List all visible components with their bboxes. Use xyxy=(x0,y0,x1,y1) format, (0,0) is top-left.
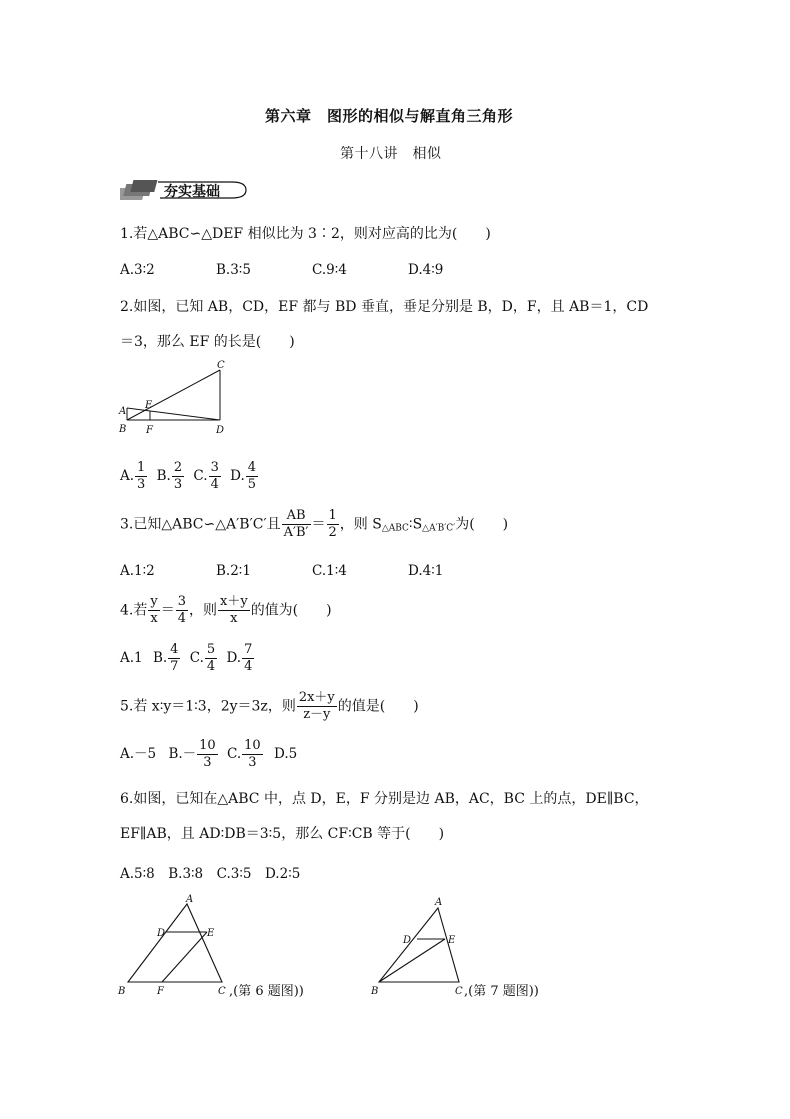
q1-option-b: B.3∶5 xyxy=(216,262,251,278)
label-a: A xyxy=(119,406,127,417)
label-b: B xyxy=(118,986,126,997)
q3-stem: 3.已知△ABC∽△A′B′C′且 $\frac{AB}{A'B'}$ ＝ $\frac{1}{2}$ ，则 $S_{\triangle ABC}∶S_{\triangle A'B'C'}$为( ) xyxy=(120,508,509,540)
label-f: F xyxy=(146,425,153,436)
q3-option-c: C.1∶4 xyxy=(312,563,347,579)
fig6-caption: ,(第 6 题图)) xyxy=(229,984,304,999)
label-e: E xyxy=(145,400,153,411)
q2-option-a: A. $\frac{1}{3}$ xyxy=(120,460,146,492)
line-bc xyxy=(127,370,220,420)
q1-option-d: D.4∶9 xyxy=(408,262,444,278)
q4-option-c: C. $\frac{5}{4}$ xyxy=(189,642,216,674)
q2-option-d: D. $\frac{4}{5}$ xyxy=(230,460,257,492)
label-d: D xyxy=(216,425,225,436)
label-c: C xyxy=(217,360,225,371)
label-c: C xyxy=(218,986,226,997)
q2-figure xyxy=(115,358,235,458)
q2-stem-line1: 2.如图，已知 AB，CD，EF 都与 BD 垂直，垂足分别是 B，D，F，且 AB＝1，CD xyxy=(120,299,649,315)
label-f: F xyxy=(157,986,164,997)
q2-option-c: C. $\frac{3}{4}$ xyxy=(193,460,219,492)
label-e: E xyxy=(448,935,456,946)
q4-option-b: B. $\frac{4}{7}$ xyxy=(152,642,179,674)
q5-option-c: C. $\frac{10}{3}$ xyxy=(227,738,261,770)
q6-stem-line2: EF∥AB，且 AD∶DB＝3∶5，那么 CF∶CB 等于( ) xyxy=(120,826,445,842)
q3-option-a: A.1∶2 xyxy=(120,563,155,579)
q3-option-b: B.2∶1 xyxy=(216,563,251,579)
q1-option-a: A.3∶2 xyxy=(120,262,155,278)
label-e: E xyxy=(207,928,215,939)
line-ad xyxy=(127,408,220,420)
label-d: D xyxy=(403,935,412,946)
q2-options xyxy=(120,460,259,493)
q5-options xyxy=(120,738,297,771)
q4-option-a: A.1 xyxy=(120,650,143,666)
lecture-title: 第十八讲 相似 xyxy=(340,146,442,162)
q5-option-b: B.－ $\frac{10}{3}$ xyxy=(168,738,216,770)
q6-stem-line1: 6.如图，已知在△ABC 中，点 D，E，F 分别是边 AB，AC，BC 上的点，DE∥BC， xyxy=(120,791,649,807)
q4-stem: 4.若 $\frac{y}{x}$ ＝ $\frac{3}{4}$ ，则 $\frac{x+y}{x}$ 的值为( ) xyxy=(120,594,332,626)
label-d: D xyxy=(157,928,166,939)
section-badge-label: 夯实基础 xyxy=(164,184,220,200)
q5-stem: 5.若 x∶y＝1∶3，2y＝3z，则 $\frac{2x+y}{z-y}$ 的值是( ) xyxy=(120,690,419,722)
triangle-abc xyxy=(128,904,222,982)
q2-option-b: B. $\frac{2}{3}$ xyxy=(156,460,183,492)
label-a: A xyxy=(435,897,443,908)
label-a: A xyxy=(186,894,194,905)
label-c: C xyxy=(455,986,463,997)
q6-options: A.5∶8 B.3∶8 C.3∶5 D.2∶5 xyxy=(120,866,301,882)
q1-stem: 1.若△ABC∽△DEF 相似比为 3∶2，则对应高的比为( ) xyxy=(120,226,491,242)
line-be xyxy=(379,939,445,982)
q5-option-a: A.－5 xyxy=(120,746,157,762)
q2-stem-line2: ＝3，那么 EF 的长是( ) xyxy=(120,334,295,350)
q4-option-d: D. $\frac{7}{4}$ xyxy=(226,642,253,674)
label-b: B xyxy=(371,986,379,997)
fig7-caption: ,(第 7 题图)) xyxy=(464,984,539,999)
label-b: B xyxy=(119,424,127,435)
section-badge xyxy=(120,178,260,204)
q5-option-d: D.5 xyxy=(273,746,298,762)
q3-option-d: D.4∶1 xyxy=(408,563,444,579)
triangle-abc xyxy=(379,908,459,982)
q4-options xyxy=(120,642,255,675)
chapter-title: 第六章 图形的相似与解直角三角形 xyxy=(265,107,514,125)
fig6-triangle xyxy=(112,890,237,1000)
line-ef xyxy=(162,932,207,982)
q1-option-c: C.9∶4 xyxy=(312,262,347,278)
fig7-triangle xyxy=(365,890,475,1000)
